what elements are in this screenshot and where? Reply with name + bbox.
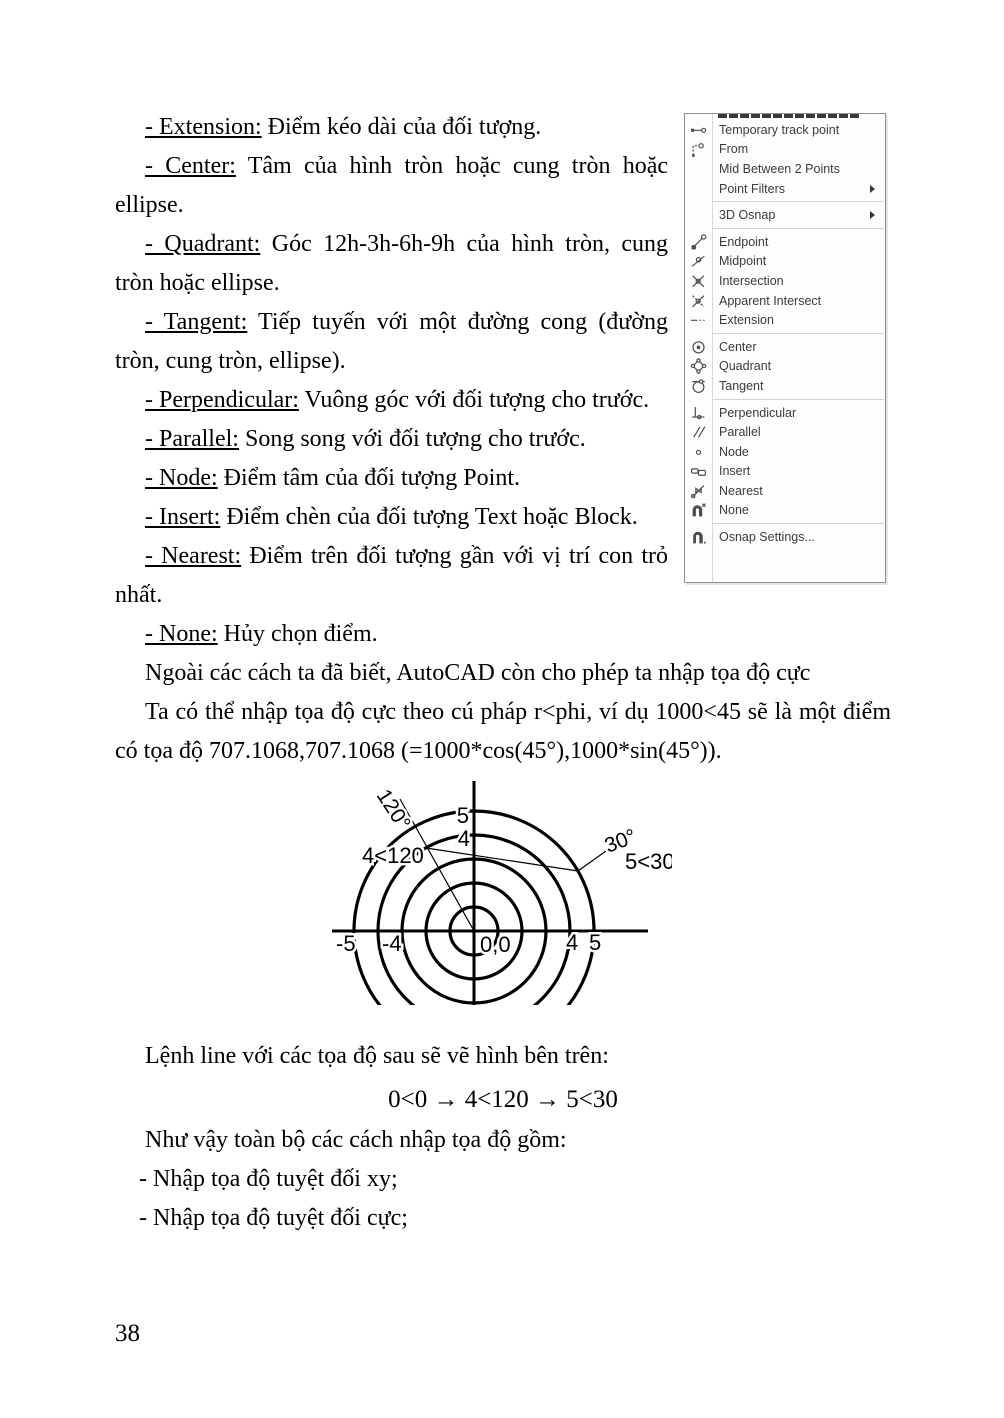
menu-item-parallel[interactable]: Parallel	[685, 422, 885, 442]
osnap-settings-icon	[690, 529, 707, 546]
submenu-arrow-icon	[870, 211, 875, 219]
insert-icon	[690, 463, 707, 480]
menu-item-mid-between-2-points[interactable]: Mid Between 2 Points	[719, 161, 840, 176]
paragraph-polar-intro: Ngoài các cách ta đã biết, AutoCAD còn cho phép ta nhập tọa độ cực	[145, 660, 811, 686]
x-label-4: 4	[566, 930, 579, 955]
center-icon	[690, 338, 707, 355]
parallel-icon	[690, 424, 707, 441]
intersection-icon	[690, 272, 707, 289]
snap-item-extension: - Extension: Điểm kéo dài của đối tượng.	[145, 114, 542, 140]
perpendicular-icon	[690, 404, 707, 421]
apparent-intersect-icon	[690, 292, 707, 309]
nearest-icon	[690, 482, 707, 499]
none-icon	[690, 502, 707, 519]
menu-item-point-filters[interactable]: Point Filters	[685, 179, 885, 199]
menu-item-tangent[interactable]: Tangent	[685, 376, 885, 396]
y-label-4: 4	[457, 826, 470, 851]
tangent-icon	[690, 377, 707, 394]
angle-label-120: 120°	[371, 785, 415, 835]
menu-item-none[interactable]: None	[685, 501, 885, 521]
extension-icon	[690, 312, 707, 329]
menu-separator	[713, 523, 884, 524]
point-label-4-120: 4<120	[362, 843, 424, 868]
endpoint-icon	[690, 233, 707, 250]
temporary-track-point-icon	[690, 121, 707, 138]
snap-item-parallel: - Parallel: Song song với đối tượng cho trước.	[145, 426, 586, 452]
midpoint-icon	[690, 253, 707, 270]
snap-item-center: - Center: Tâm của hình tròn hoặc cung tròn hoặc ellipse.	[115, 153, 668, 218]
x-label-5: 5	[589, 930, 602, 955]
menu-item-insert[interactable]: Insert	[685, 462, 885, 482]
snap-item-node: - Node: Điểm tâm của đối tượng Point.	[145, 465, 520, 491]
page-number: 38	[115, 1320, 140, 1347]
line-4-120-to-5-30	[426, 848, 578, 871]
menu-item-node[interactable]: Node	[685, 442, 885, 462]
menu-separator	[713, 333, 884, 334]
menu-item-from[interactable]: From	[685, 140, 885, 160]
x-label-neg4: -4	[382, 931, 402, 956]
quadrant-icon	[690, 358, 707, 375]
node-icon	[690, 443, 707, 460]
menu-item-center[interactable]: Center	[685, 337, 885, 357]
osnap-context-menu	[684, 113, 886, 583]
menu-item-nearest[interactable]: Nearest	[685, 481, 885, 501]
menu-item-osnap-settings[interactable]: Osnap Settings...	[685, 527, 885, 547]
snap-item-nearest: - Nearest: Điểm trên đối tượng gần với vị trí con trỏ nhất.	[115, 543, 668, 608]
x-label-neg5: -5	[336, 931, 356, 956]
submenu-arrow-icon	[870, 185, 875, 193]
from-icon	[690, 141, 707, 158]
menu-item-apparent-intersect[interactable]: Apparent Intersect	[685, 291, 885, 311]
angle-label-30: 30°	[601, 824, 640, 858]
cropped-menu-fragment	[718, 114, 860, 118]
paragraph-summary: Như vậy toàn bộ các cách nhập tọa độ gồm:	[145, 1127, 567, 1153]
snap-item-tangent: - Tangent: Tiếp tuyến với một đường cong (đường tròn, cung tròn, ellipse).	[115, 309, 669, 374]
menu-item-quadrant[interactable]: Quadrant	[685, 357, 885, 377]
origin-label: 0,0	[480, 932, 511, 957]
snap-item-perpendicular: - Perpendicular: Vuông góc với đối tượng cho trước.	[145, 387, 650, 413]
menu-separator	[713, 201, 884, 202]
menu-item-intersection[interactable]: Intersection	[685, 271, 885, 291]
snap-item-insert: - Insert: Điểm chèn của đối tượng Text hoặc Block.	[145, 504, 638, 530]
menu-item-3d-osnap[interactable]: 3D Osnap	[685, 205, 885, 225]
menu-separator	[713, 228, 884, 229]
menu-separator	[713, 399, 884, 400]
point-label-5-30: 5<30	[625, 849, 672, 874]
snap-item-none: - None: Hủy chọn điểm.	[145, 621, 378, 647]
bullet-absolute-polar: - Nhập tọa độ tuyệt đối cực;	[139, 1205, 408, 1231]
paragraph-polar-syntax: Ta có thể nhập tọa độ cực theo cú pháp r<phi, ví dụ 1000<45 sẽ là một điểm có tọa độ 707.1068,707.1068 (=1000*cos(45°),1000*sin(45°)).	[115, 699, 891, 764]
menu-item-extension[interactable]: Extension	[685, 310, 885, 330]
bullet-absolute-xy: - Nhập tọa độ tuyệt đối xy;	[139, 1166, 398, 1192]
polyline-formula: 0<0 → 4<120 → 5<30	[388, 1086, 618, 1113]
polar-diagram	[332, 779, 672, 1005]
snap-item-quadrant: - Quadrant: Góc 12h-3h-6h-9h của hình tròn, cung tròn hoặc ellipse.	[115, 231, 668, 296]
menu-item-midpoint[interactable]: Midpoint	[685, 252, 885, 272]
menu-item-perpendicular[interactable]: Perpendicular	[685, 403, 885, 423]
menu-item-temporary-track-point[interactable]: Temporary track point	[685, 120, 885, 140]
paragraph-line-command: Lệnh line với các tọa độ sau sẽ vẽ hình bên trên:	[145, 1043, 609, 1069]
y-label-5: 5	[456, 803, 469, 828]
menu-item-endpoint[interactable]: Endpoint	[685, 232, 885, 252]
